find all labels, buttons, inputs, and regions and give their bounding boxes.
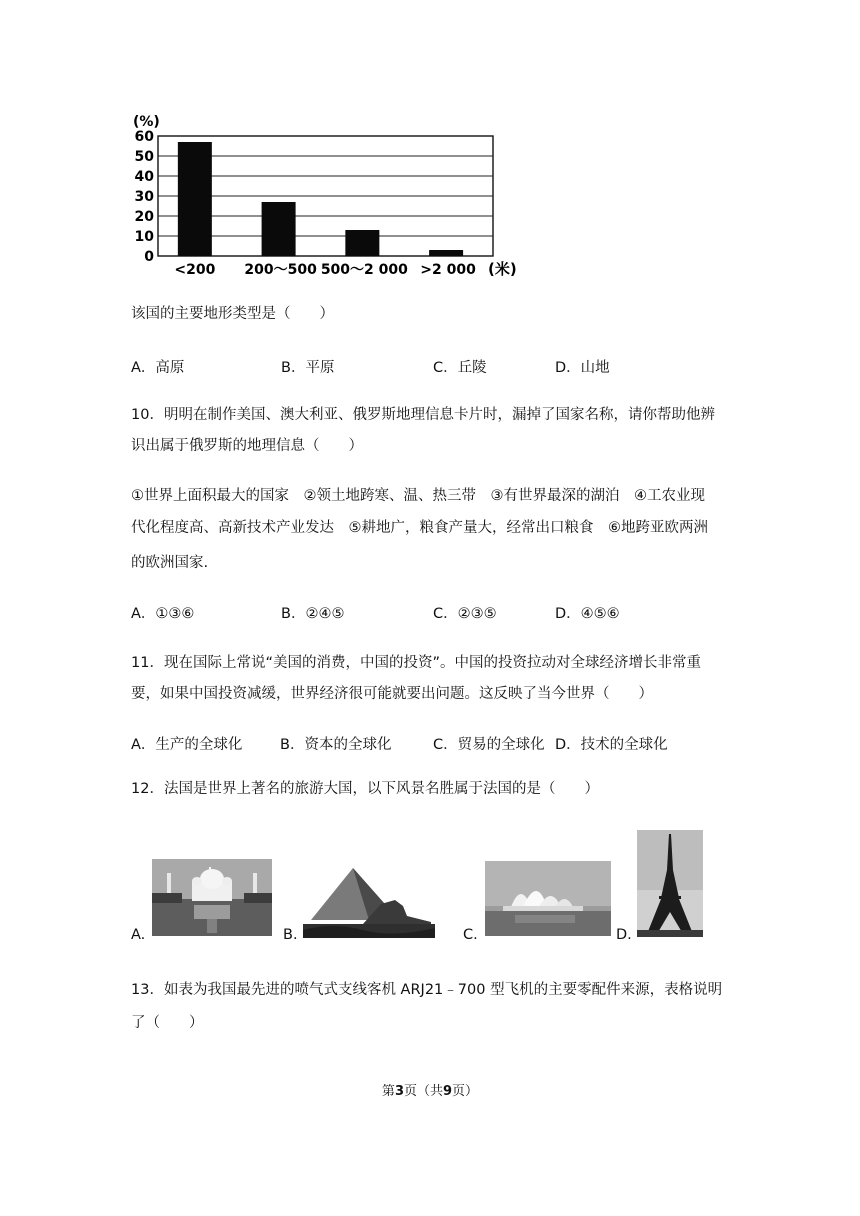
y-tick-label: 30 [134,189,154,205]
taj-mahal-photo[interactable] [152,859,272,936]
q10-option-a[interactable]: A．①③⑥ [131,606,195,622]
y-tick-label: 50 [134,149,154,165]
sydney-opera-house-photo[interactable] [485,861,611,936]
q10-stem-line2: 识出属于俄罗斯的地理信息（ ） [131,438,363,454]
q12-option-a-label[interactable]: A. [131,927,146,943]
y-tick-label: 10 [134,229,154,245]
q9-option-b[interactable]: B．平原 [281,360,335,376]
q13-stem-line1: 13．如表为我国最先进的喷气式支线客机 ARJ21﹣700 型飞机的主要零配件来源，表格说明 [131,982,723,998]
x-tick-label: 500～2 000 [320,262,408,278]
q9-stem: 该国的主要地形类型是（ ） [131,306,334,322]
chart-bars [178,142,463,256]
y-tick-label: 0 [144,249,154,265]
bar [345,230,379,256]
footer-total-pages: 9 [443,1084,453,1099]
x-tick-label: >2 000 [420,262,476,278]
elevation-bar-chart [125,112,525,282]
q12-stem: 12．法国是世界上著名的旅游大国，以下风景名胜属于法国的是（ ） [131,781,599,797]
q10-info-line2: 代化程度高、高新技术产业发达 ⑤耕地广，粮食产量大，经常出口粮食 ⑥地跨亚欧两洲 [131,520,708,536]
q11-option-b[interactable]: B．资本的全球化 [280,737,392,753]
chart-x-ticks [174,262,476,278]
q12-option-d-label[interactable]: D. [616,927,632,943]
q11-option-d[interactable]: D．技术的全球化 [555,737,668,753]
q11-stem-line2: 要，如果中国投资减缓，世界经济很可能就要出问题。这反映了当今世界（ ） [131,686,653,702]
x-tick-label: <200 [174,262,216,278]
footer-page-number: 3 [394,1084,404,1099]
q10-info-line3: 的欧洲国家. [131,555,209,571]
q12-option-c-label[interactable]: C. [463,927,478,943]
q11-option-a[interactable]: A．生产的全球化 [131,737,243,753]
footer-mid: 页（共 [403,1084,443,1099]
bar [178,142,212,256]
q10-info-line1: ①世界上面积最大的国家 ②领土地跨寒、温、热三带 ③有世界最深的湖泊 ④工农业现 [131,488,705,504]
q9-option-d[interactable]: D．山地 [555,360,610,376]
q10-option-d[interactable]: D．④⑤⑥ [555,606,620,622]
x-tick-label: 200～500 [244,262,317,278]
chart-unit-x: (米) [488,260,517,278]
q10-option-c[interactable]: C．②③⑤ [433,606,497,622]
q10-stem-line1: 10．明明在制作美国、澳大利亚、俄罗斯地理信息卡片时，漏掉了国家名称，请你帮助他辨 [131,407,715,423]
y-tick-label: 40 [134,169,154,185]
footer-post: 页） [452,1084,479,1099]
q9-option-c[interactable]: C．丘陵 [433,360,487,376]
q9-option-a[interactable]: A．高原 [131,360,185,376]
eiffel-tower-photo[interactable] [637,830,703,937]
page-footer [0,1080,860,1099]
bar [429,250,463,256]
q12-option-b-label[interactable]: B. [283,927,298,943]
q10-option-b[interactable]: B．②④⑤ [281,606,345,622]
y-tick-label: 20 [134,209,154,225]
chart-y-ticks [135,129,155,265]
footer-pre: 第 [381,1084,395,1099]
chart-unit-top: (%) [133,114,160,130]
q13-stem-line2: 了（ ） [131,1015,204,1031]
y-tick-label: 60 [134,129,154,145]
q11-option-c[interactable]: C．贸易的全球化 [433,737,545,753]
q11-stem-line1: 11．现在国际上常说“美国的消费，中国的投资”。中国的投资拉动对全球经济增长非常重 [131,655,701,671]
pyramid-sphinx-photo[interactable] [303,864,435,938]
bar [262,202,296,256]
